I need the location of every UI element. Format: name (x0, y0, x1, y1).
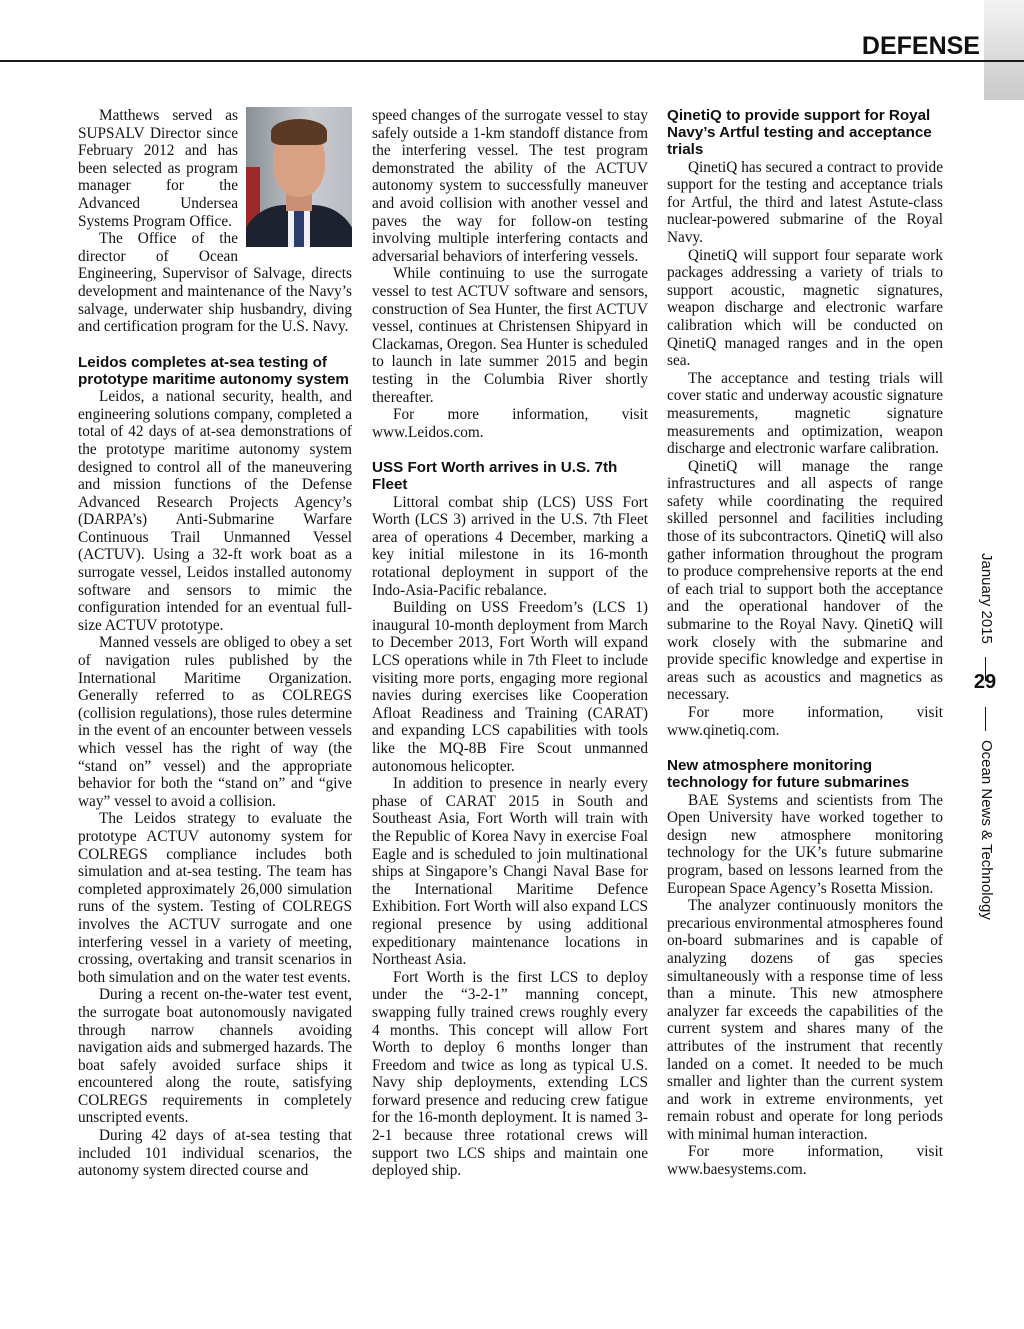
folio-divider (985, 707, 986, 731)
column-2 (372, 107, 648, 1180)
portrait-photo (246, 107, 352, 247)
header-rule (0, 60, 1024, 62)
article-heading-atmosphere: New atmosphere monitoring technology for future submarines (667, 757, 910, 792)
paragraph: During 42 days of at-sea testing that included 101 individual scenarios, the autonomy system directed course and (78, 1127, 352, 1180)
article-heading-leidos: Leidos completes at-sea testing of prototype maritime autonomy system (78, 353, 349, 388)
column-3 (667, 107, 943, 1179)
paragraph: The acceptance and testing trials will cover static and underway acoustic signature measurements, magnetic signature measurements and optimization, weapon discharge and electronic warfare calibration. (667, 369, 943, 458)
paragraph: The analyzer continuously monitors the precarious environmental atmospheres found on-board submarines and is capable of analyzing dozens of gas species simultaneously with a response time of less than a minute. This new atmosphere analyzer far exceeds the capabilities of the current system and shares many of the attributes of the instrument that recently landed on a comet. It needed to be much smaller and lighter than the current system and work in extreme environments, yet remain robust and operate for long periods with minimal human interaction. (667, 897, 943, 1143)
baesystems-link: For more information, visit www.baesystems.com. (667, 1143, 943, 1179)
paragraph: QinetiQ has secured a contract to provide support for the testing and acceptance trials for Artful, the third and latest Astute-class nuclear-powered submarine of the Royal Navy. (667, 158, 943, 246)
paragraph: BAE Systems and scientists from The Open University have worked together to design new atmosphere monitoring technology for the UK’s future submarine program, based on lessons learned from the European Space Agency’s Rosetta Mission. (667, 791, 943, 897)
paragraph: Littoral combat ship (LCS) USS Fort Worth (LCS 3) arrived in the U.S. 7th Fleet area of operations 4 December, marking a key initial milestone in its 16-month rotational deployment in support of the Indo-Asia-Pacific rebalance. (372, 493, 648, 599)
paragraph: Building on USS Freedom’s (LCS 1) inaugural 10-month deployment from March to December 2013, Fort Worth will expand LCS operations while in 7th Fleet to include visiting more ports, engaging more regional navies during exercises like Cooperation Afloat Readiness and Training (CARAT) and expanding LCS capabilities with tools like the MQ-8B Fire Scout unmanned autonomous helicopter. (372, 599, 648, 775)
paragraph: In addition to presence in nearly every phase of CARAT 2015 in South and Southeast Asia, Fort Worth will train with the Republic of Korea Navy in exercise Foal Eagle and is scheduled to join multinational ships at Singapore’s Changi Naval Base for the International Maritime Defence Exhibition. Fort Worth will also expand LCS regional presence by using additional expeditionary maintenance locations in Northeast Asia. (372, 775, 648, 969)
paragraph: During a recent on-the-water test event, the surrogate boat autonomously navigated through narrow channels avoiding navigation aids and submerged hazards. The boat safely avoided surface ships it encountered along the route, satisfying COLREGS requirements in completely unscripted events. (78, 986, 352, 1127)
section-title: DEFENSE (861, 32, 980, 60)
paragraph: Manned vessels are obliged to obey a set of navigation rules published by the International Maritime Organization. Generally referred to as COLREGS (collision regulations), those rules determine in the event of an encounter between vessels which vessel has the right of way (the “stand on” vessel) and the appropriate behavior for both the “stand on” and “give way” vessel to avoid a collision. (78, 634, 352, 810)
paragraph: While continuing to use the surrogate vessel to test ACTUV software and sensors, construction of Sea Hunter, the first ACTUV vessel, continues at Christensen Shipyard in Clackamas, Oregon. Sea Hunter is scheduled to launch in late summer 2015 and begin testing in the Columbia River shortly thereafter. (372, 265, 648, 406)
paragraph: QinetiQ will support four separate work packages addressing a variety of trials to support acoustic, magnetic signatures, weapon discharge and electronic warfare calibration which will be conducted on QinetiQ managed ranges and in the open sea. (667, 246, 943, 370)
qinetiq-link: For more information, visit www.qinetiq.com. (667, 704, 943, 739)
paragraph: speed changes of the surrogate vessel to stay safely outside a 1-km standoff distance from the interfering vessel. The test program demonstrated the ability of the ACTUV autonomy system to successfully maneuver and avoid collision with another vessel and paves the way for follow-on testing involving multiple interfering contacts and adversarial behaviors of interfering vessels. (372, 107, 648, 265)
column-1 (78, 107, 352, 1180)
article-heading-fort-worth: USS Fort Worth arrives in U.S. 7th Fleet (372, 459, 618, 494)
page-header (0, 0, 1024, 62)
paragraph: Leidos, a national security, health, and engineering solutions company, completed a total of 42 days of at-sea demonstrations of the prototype maritime autonomy system designed to control all of the maneuvering and mission functions of the Defense Advanced Research Projects Agency’s (DARPA’s) Anti-Submarine Warfare Continuous Trail Unmanned Vessel (ACTUV). Using a 32-ft work boat as a surrogate vessel, Leidos installed autonomy software and sensors to mimic the configuration intended for an eventual full-size ACTUV prototype. (78, 388, 352, 634)
article-heading-qinetiq: QinetiQ to provide support for Royal Navy’s Artful testing and acceptance trials (667, 107, 932, 159)
paragraph: The Office of the director of Ocean Engineering, Supervisor of Salvage, directs development and maintenance of the Navy’s salvage, underwater ship husbandry, diving and certification program for the U.S. Navy. (78, 230, 352, 336)
paragraph: Matthews served as SUPSALV Director since February 2012 and has been selected as program manager for the Advanced Undersea Systems Program Office. (78, 107, 238, 230)
paragraph: Fort Worth is the first LCS to deploy under the “3-2-1” manning concept, swapping fully trained crews roughly every 4 months. This concept will allow Fort Worth to deploy 6 months longer than Freedom and twice as long as typical U.S. Navy ship deployments, extending LCS forward presence and reducing crew fatigue for the 16-month deployment. It is named 3-2-1 because three rotational crews will support two LCS ships and maintain one deployed ship. (372, 968, 648, 1180)
leidos-link: For more information, visit www.Leidos.com. (372, 406, 648, 441)
issue-date: January 2015 (978, 553, 995, 644)
publication-name: Ocean News & Technology (978, 740, 995, 920)
page-tab (984, 0, 1024, 100)
paragraph: The Leidos strategy to evaluate the prototype ACTUV autonomy system for COLREGS compliance includes both simulation and at-sea testing. The team has completed approximately 26,000 simulation runs of the system. Testing of COLREGS involves the ACTUV surrogate and one interfering vessel in a variety of meeting, crossing, overtaking and transit scenarios in both simulation and on the water test events. (78, 810, 352, 986)
page-number: 29 (973, 671, 997, 693)
paragraph: QinetiQ will manage the range infrastructures and all aspects of range safety while coordinating the required skilled personnel and facilities including those of its subcontractors. QinetiQ will also gather information throughout the program to produce comprehensive reports at the end of each trial to support both the acceptance and the operational handover of the submarine to the Royal Navy. QinetiQ will work closely with the submarine and provide specific knowledge and expertise in areas such as acoustics and magnetics as necessary. (667, 457, 943, 704)
